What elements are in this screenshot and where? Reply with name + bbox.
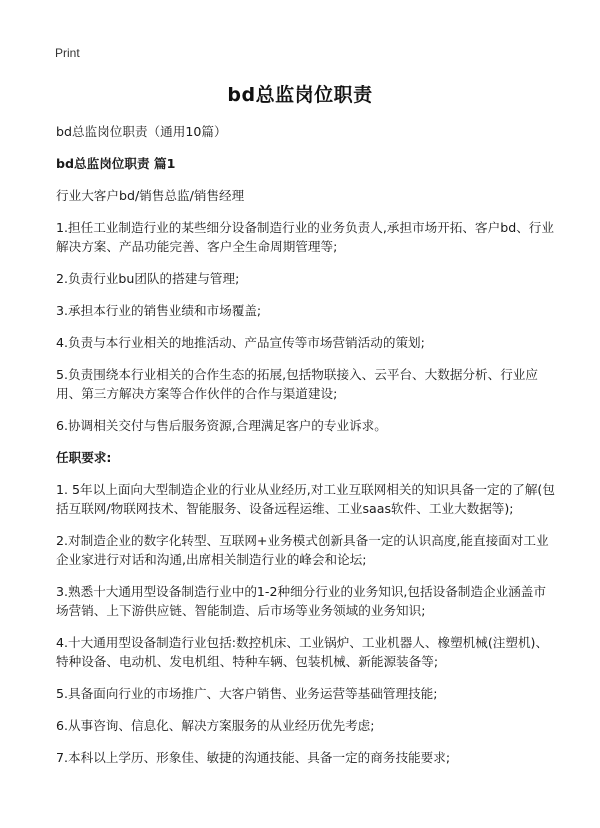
document-body xyxy=(56,122,556,780)
page-title: bd总监岗位职责 xyxy=(227,84,373,106)
print-label: Print xyxy=(55,46,80,60)
duty-item-4: 4.负责与本行业相关的地推活动、产品宣传等市场营销活动的策划; xyxy=(56,335,425,350)
section-heading: bd总监岗位职责 篇1 xyxy=(56,156,176,171)
duty-item-1: 1.担任工业制造行业的某些细分设备制造行业的业务负责人,承担市场开拓、客户bd、行业解决方案、产品功能完善、客户全生命周期管理等; xyxy=(56,220,554,254)
requirement-item-2: 2.对制造企业的数字化转型、互联网+业务模式创新具备一定的认识高度,能直接面对工业企业家进行对话和沟通,出席相关制造行业的峰会和论坛; xyxy=(56,533,549,567)
requirement-item-7: 7.本科以上学历、形象佳、敏捷的沟通技能、具备一定的商务技能要求; xyxy=(56,750,451,765)
duty-item-5: 5.负责围绕本行业相关的合作生态的拓展,包括物联接入、云平台、大数据分析、行业应用、第三方解决方案等合作伙伴的合作与渠道建设; xyxy=(56,367,538,401)
requirements-heading: 任职要求: xyxy=(56,450,112,465)
requirement-item-4: 4.十大通用型设备制造行业包括:数控机床、工业锅炉、工业机器人、橡塑机械(注塑机)、特种设备、电动机、发电机组、特种车辆、包装机械、新能源装备等; xyxy=(56,635,549,669)
requirement-item-1: 1. 5年以上面向大型制造企业的行业从业经历,对工业互联网相关的知识具备一定的了解(包括互联网/物联网技术、智能服务、设备远程运维、工业saas软件、工业大数据等); xyxy=(56,482,555,516)
role-line: 行业大客户bd/销售总监/销售经理 xyxy=(56,188,245,203)
duty-item-6: 6.协调相关交付与售后服务资源,合理满足客户的专业诉求。 xyxy=(56,418,387,433)
requirement-item-3: 3.熟悉十大通用型设备制造行业中的1-2种细分行业的业务知识,包括设备制造企业涵盖市场营销、上下游供应链、智能制造、后市场等业务领域的业务知识; xyxy=(56,584,546,618)
document-subtitle: bd总监岗位职责（通用10篇） xyxy=(56,124,227,139)
requirement-item-6: 6.从事咨询、信息化、解决方案服务的从业经历优先考虑; xyxy=(56,718,375,733)
duty-item-2: 2.负责行业bu团队的搭建与管理; xyxy=(56,271,240,286)
requirement-item-5: 5.具备面向行业的市场推广、大客户销售、业务运营等基础管理技能; xyxy=(56,686,438,701)
duty-item-3: 3.承担本行业的销售业绩和市场覆盖; xyxy=(56,303,262,318)
